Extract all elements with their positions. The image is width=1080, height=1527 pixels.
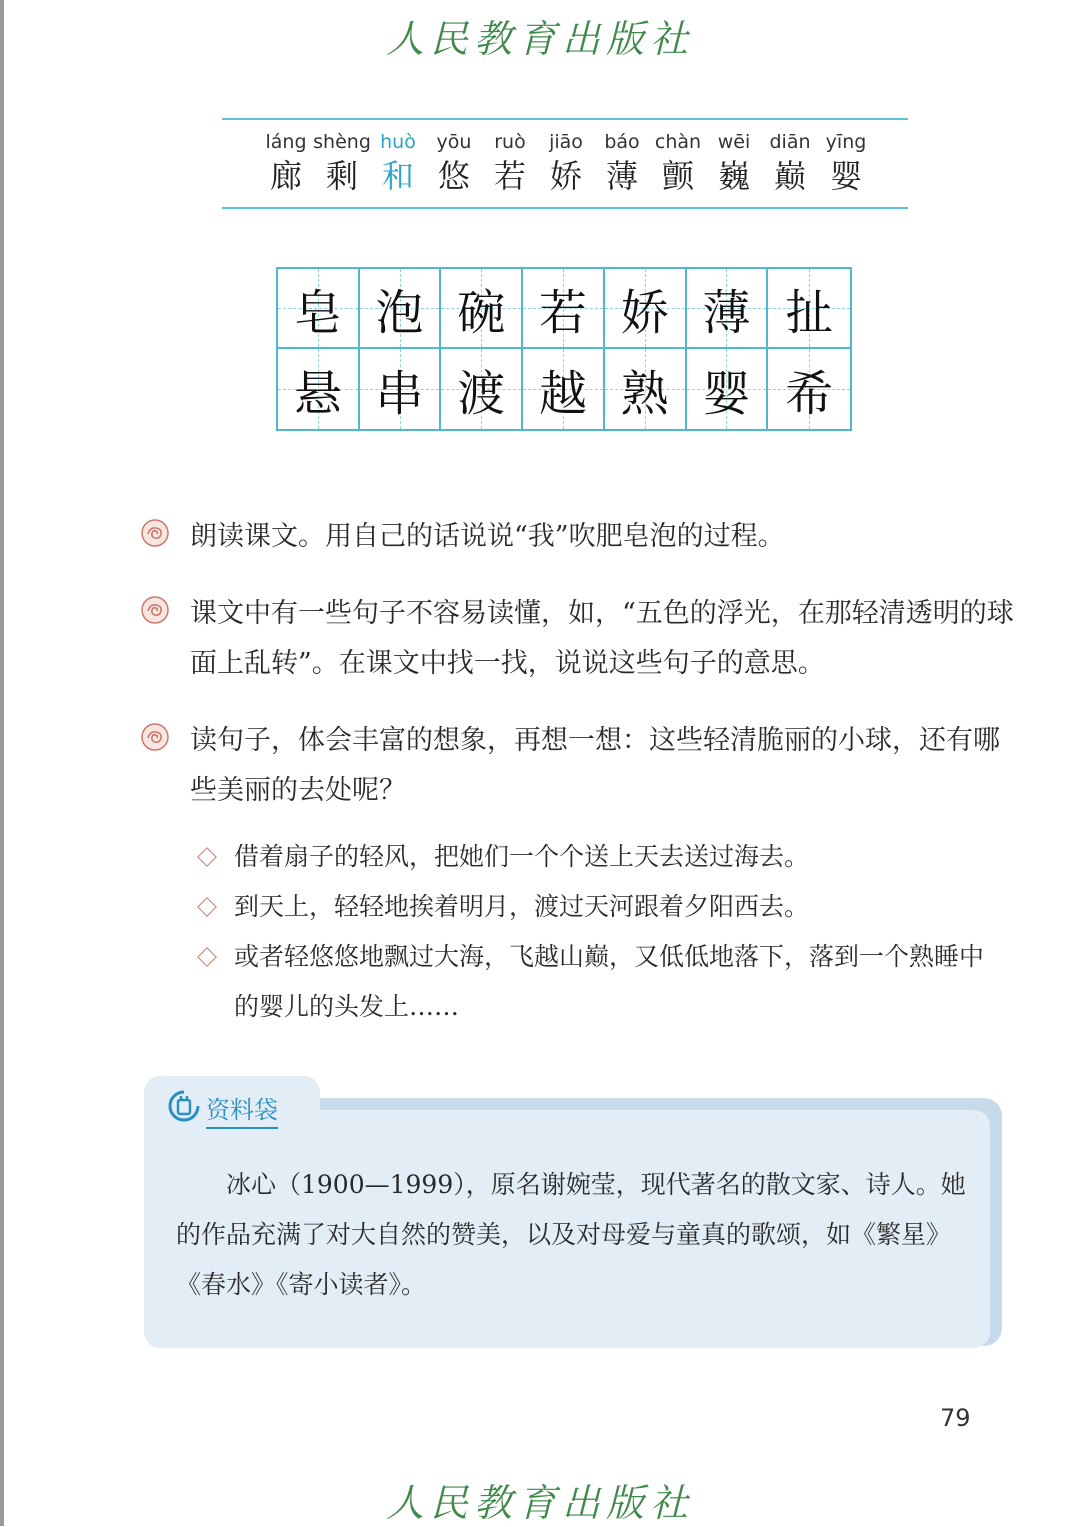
pinyin: wēi	[717, 131, 751, 153]
info-paragraph: 冰心（1900—1999），原名谢婉莹，现代著名的散文家、诗人。她的作品充满了对大自然的赞美，以及对母爱与童真的歌颂，如《繁星》《春水》《寄小读者》。	[176, 1170, 966, 1299]
grid-cell	[278, 349, 360, 429]
hanzi: 悠	[437, 157, 470, 195]
vocab-list	[258, 128, 878, 196]
grid-cell	[605, 269, 687, 349]
grid-char: 熟	[620, 365, 669, 422]
grid-cell	[360, 269, 442, 349]
quote-item	[196, 832, 996, 882]
hanzi: 廊	[269, 157, 302, 195]
exercise-2	[140, 589, 1020, 689]
grid-char: 婴	[702, 365, 751, 422]
grid-cell	[768, 269, 850, 349]
grid-cell	[441, 269, 523, 349]
exercise-3	[140, 716, 1020, 816]
grid-char: 若	[538, 284, 587, 341]
swirl-icon	[140, 722, 170, 752]
grid-char: 希	[785, 365, 834, 422]
exercise-text: 读句子，体会丰富的想象，再想一想：这些轻清脆丽的小球，还有哪些美丽的去处呢？	[190, 725, 1000, 806]
publisher-header: 人民教育出版社	[385, 17, 694, 61]
exercise-text: 朗读课文。用自己的话说说“我”吹肥皂泡的过程。	[190, 521, 785, 552]
grid-char: 渡	[457, 365, 506, 422]
grid-char: 薄	[702, 284, 751, 341]
quote-text: 到天上，轻轻地挨着明月，渡过天河跟着夕阳西去。	[234, 892, 810, 921]
vocab-word	[314, 128, 370, 196]
writing-grid	[276, 267, 852, 431]
hanzi: 婴	[829, 157, 862, 195]
quote-item	[196, 932, 996, 1032]
pinyin: yīng	[825, 131, 867, 153]
grid-cell	[687, 269, 769, 349]
grid-cell	[523, 349, 605, 429]
pinyin: ruò	[494, 131, 526, 153]
hanzi: 剩	[325, 157, 358, 195]
quote-text: 或者轻悠悠地飘过大海，飞越山巅，又低低地落下，落到一个熟睡中的婴儿的头发上……	[234, 942, 985, 1021]
quote-list	[196, 832, 996, 1032]
grid-cell	[441, 349, 523, 429]
exercise-text: 课文中有一些句子不容易读懂，如，“五色的浮光，在那轻清透明的球面上乱转”。在课文中找一找，说说这些句子的意思。	[190, 598, 1014, 679]
pinyin: shèng	[313, 131, 371, 153]
grid-char: 悬	[293, 365, 342, 422]
diamond-icon	[197, 897, 217, 917]
hanzi: 若	[493, 157, 526, 195]
vocab-word-polyphonic	[370, 128, 426, 196]
hanzi: 娇	[549, 157, 582, 195]
exercise-1	[140, 512, 1020, 562]
swirl-icon	[140, 518, 170, 548]
grid-char: 串	[375, 365, 424, 422]
info-content	[176, 1160, 968, 1310]
vocab-top-rule	[222, 118, 908, 120]
pinyin: jiāo	[549, 131, 583, 153]
page-edge	[0, 0, 4, 1526]
diamond-icon	[197, 847, 217, 867]
pinyin: láng	[265, 131, 307, 153]
grid-cell	[605, 349, 687, 429]
diamond-icon	[197, 947, 217, 967]
vocab-word	[706, 128, 762, 196]
grid-cell	[360, 349, 442, 429]
quote-text: 借着扇子的轻风，把她们一个个送上天去送过海去。	[234, 842, 810, 871]
grid-cell	[278, 269, 360, 349]
grid-char: 皂	[293, 284, 342, 341]
pinyin: báo	[604, 131, 640, 153]
publisher-footer: 人民教育出版社	[385, 1481, 694, 1525]
grid-char: 泡	[375, 284, 424, 341]
pinyin: yōu	[436, 131, 472, 153]
vocab-word	[762, 128, 818, 196]
hanzi: 薄	[605, 157, 638, 195]
swirl-icon	[140, 595, 170, 625]
grid-char: 扯	[785, 284, 834, 341]
pinyin: diān	[769, 131, 811, 153]
vocab-word	[650, 128, 706, 196]
grid-char: 碗	[457, 284, 506, 341]
pinyin: chàn	[654, 131, 702, 153]
grid-char: 越	[538, 365, 587, 422]
info-bag-icon	[166, 1088, 202, 1124]
vocab-word	[818, 128, 874, 196]
grid-cell	[687, 349, 769, 429]
grid-cell	[768, 349, 850, 429]
info-title: 资料袋	[206, 1090, 278, 1129]
grid-char: 娇	[620, 284, 669, 341]
vocab-word	[594, 128, 650, 196]
vocab-word	[482, 128, 538, 196]
quote-item	[196, 882, 996, 932]
pinyin: huò	[380, 131, 416, 153]
vocab-bottom-rule	[222, 207, 908, 209]
vocab-word	[258, 128, 314, 196]
vocab-word	[538, 128, 594, 196]
hanzi: 和	[381, 157, 414, 195]
hanzi: 颤	[661, 157, 694, 195]
page-number: 79	[940, 1404, 971, 1432]
hanzi: 巅	[773, 157, 806, 195]
vocab-word	[426, 128, 482, 196]
hanzi: 巍	[717, 157, 750, 195]
grid-cell	[523, 269, 605, 349]
